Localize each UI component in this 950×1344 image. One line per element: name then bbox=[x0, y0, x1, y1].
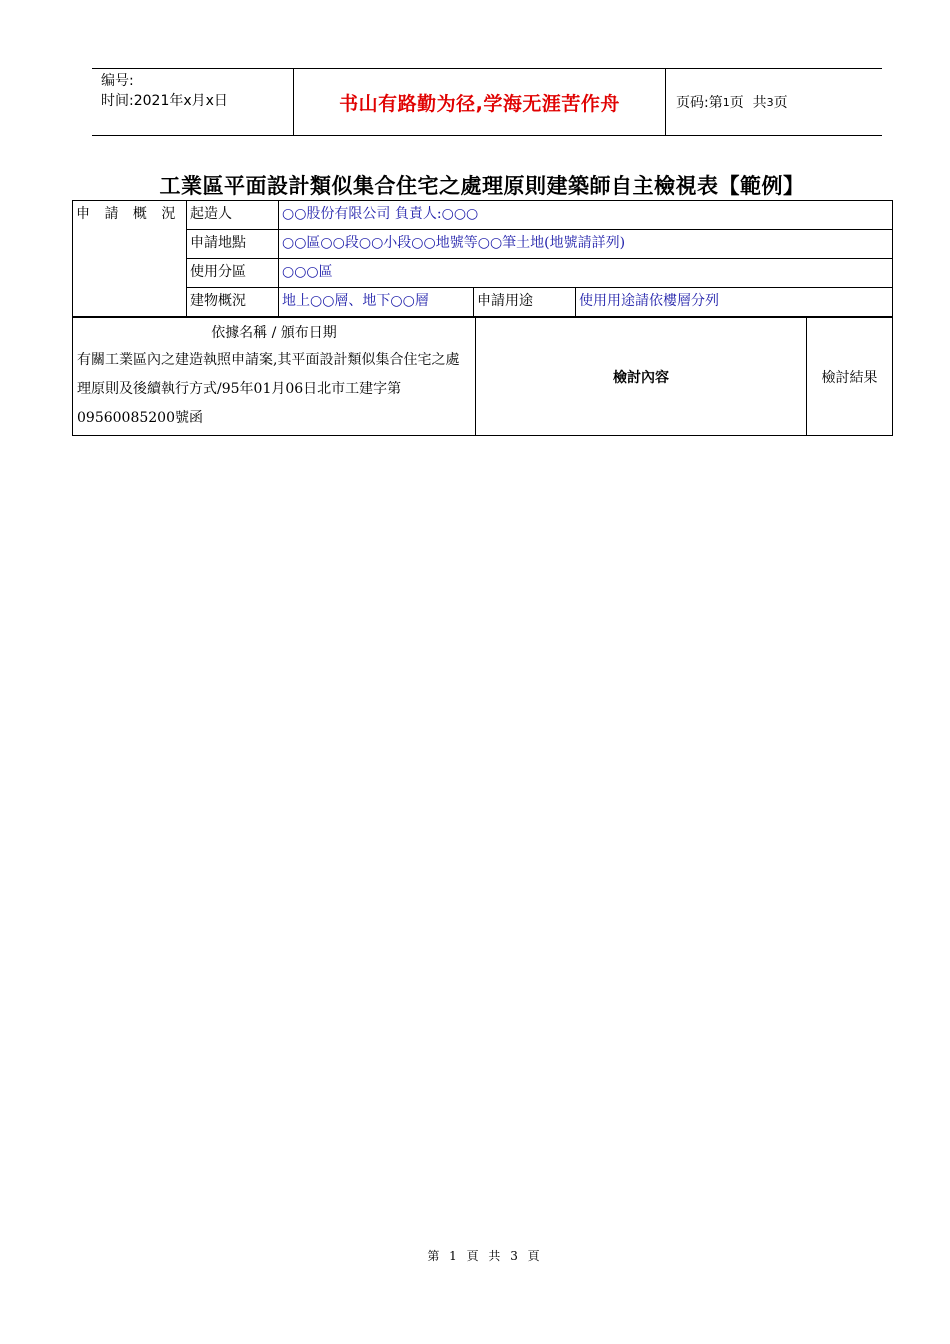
header-meta bbox=[92, 69, 293, 135]
table-row bbox=[73, 318, 893, 436]
row-label: 起造人 bbox=[187, 201, 279, 230]
row-label: 申請用途 bbox=[474, 288, 576, 317]
result-header: 檢討結果 bbox=[807, 318, 893, 436]
table-row bbox=[73, 288, 893, 317]
time-label: 时间:2021年x月x日 bbox=[101, 93, 228, 109]
header-page-number bbox=[666, 69, 882, 135]
page-current: 1 bbox=[722, 95, 730, 109]
row-label: 申請地點 bbox=[187, 230, 279, 259]
document-title: 工業區平面設計類似集合住宅之處理原則建築師自主檢視表【範例】 bbox=[159, 173, 805, 198]
number-label: 编号: bbox=[101, 73, 134, 89]
applicant-value: ○○股份有限公司 負責人:○○○ bbox=[279, 201, 893, 230]
usage-value: 使用用途請依樓層分列 bbox=[576, 288, 893, 317]
basis-header: 依據名稱 / 頒布日期 bbox=[211, 325, 337, 341]
page-prefix: 页码:第 bbox=[676, 95, 723, 111]
table-row bbox=[73, 201, 893, 230]
page-footer: 第 1 頁 共 3 頁 bbox=[427, 1249, 543, 1263]
row-label: 使用分區 bbox=[187, 259, 279, 288]
page-suffix: 页 bbox=[773, 95, 788, 111]
table-row bbox=[73, 259, 893, 288]
section-label: 申 請 概 況 bbox=[73, 201, 187, 317]
page-middle: 页 共 bbox=[729, 95, 767, 111]
zoning-value: ○○○區 bbox=[279, 259, 893, 288]
application-table bbox=[72, 200, 893, 317]
review-table bbox=[72, 317, 893, 436]
page-total: 3 bbox=[766, 95, 774, 109]
basis-text: 有關工業區內之建造執照申請案,其平面設計類似集合住宅之處理原則及後續執行方式/95年01月06日北市工建字第09560085200號函 bbox=[77, 352, 460, 426]
header-motto: 书山有路勤为径,学海无涯苦作舟 bbox=[293, 69, 666, 135]
content-header: 檢討內容 bbox=[476, 318, 807, 436]
basis-cell bbox=[73, 318, 476, 436]
document-header bbox=[92, 68, 882, 136]
table-row bbox=[73, 230, 893, 259]
building-value: 地上○○層、地下○○層 bbox=[279, 288, 474, 317]
location-value: ○○區○○段○○小段○○地號等○○筆土地(地號請詳列) bbox=[279, 230, 893, 259]
row-label: 建物概況 bbox=[187, 288, 279, 317]
